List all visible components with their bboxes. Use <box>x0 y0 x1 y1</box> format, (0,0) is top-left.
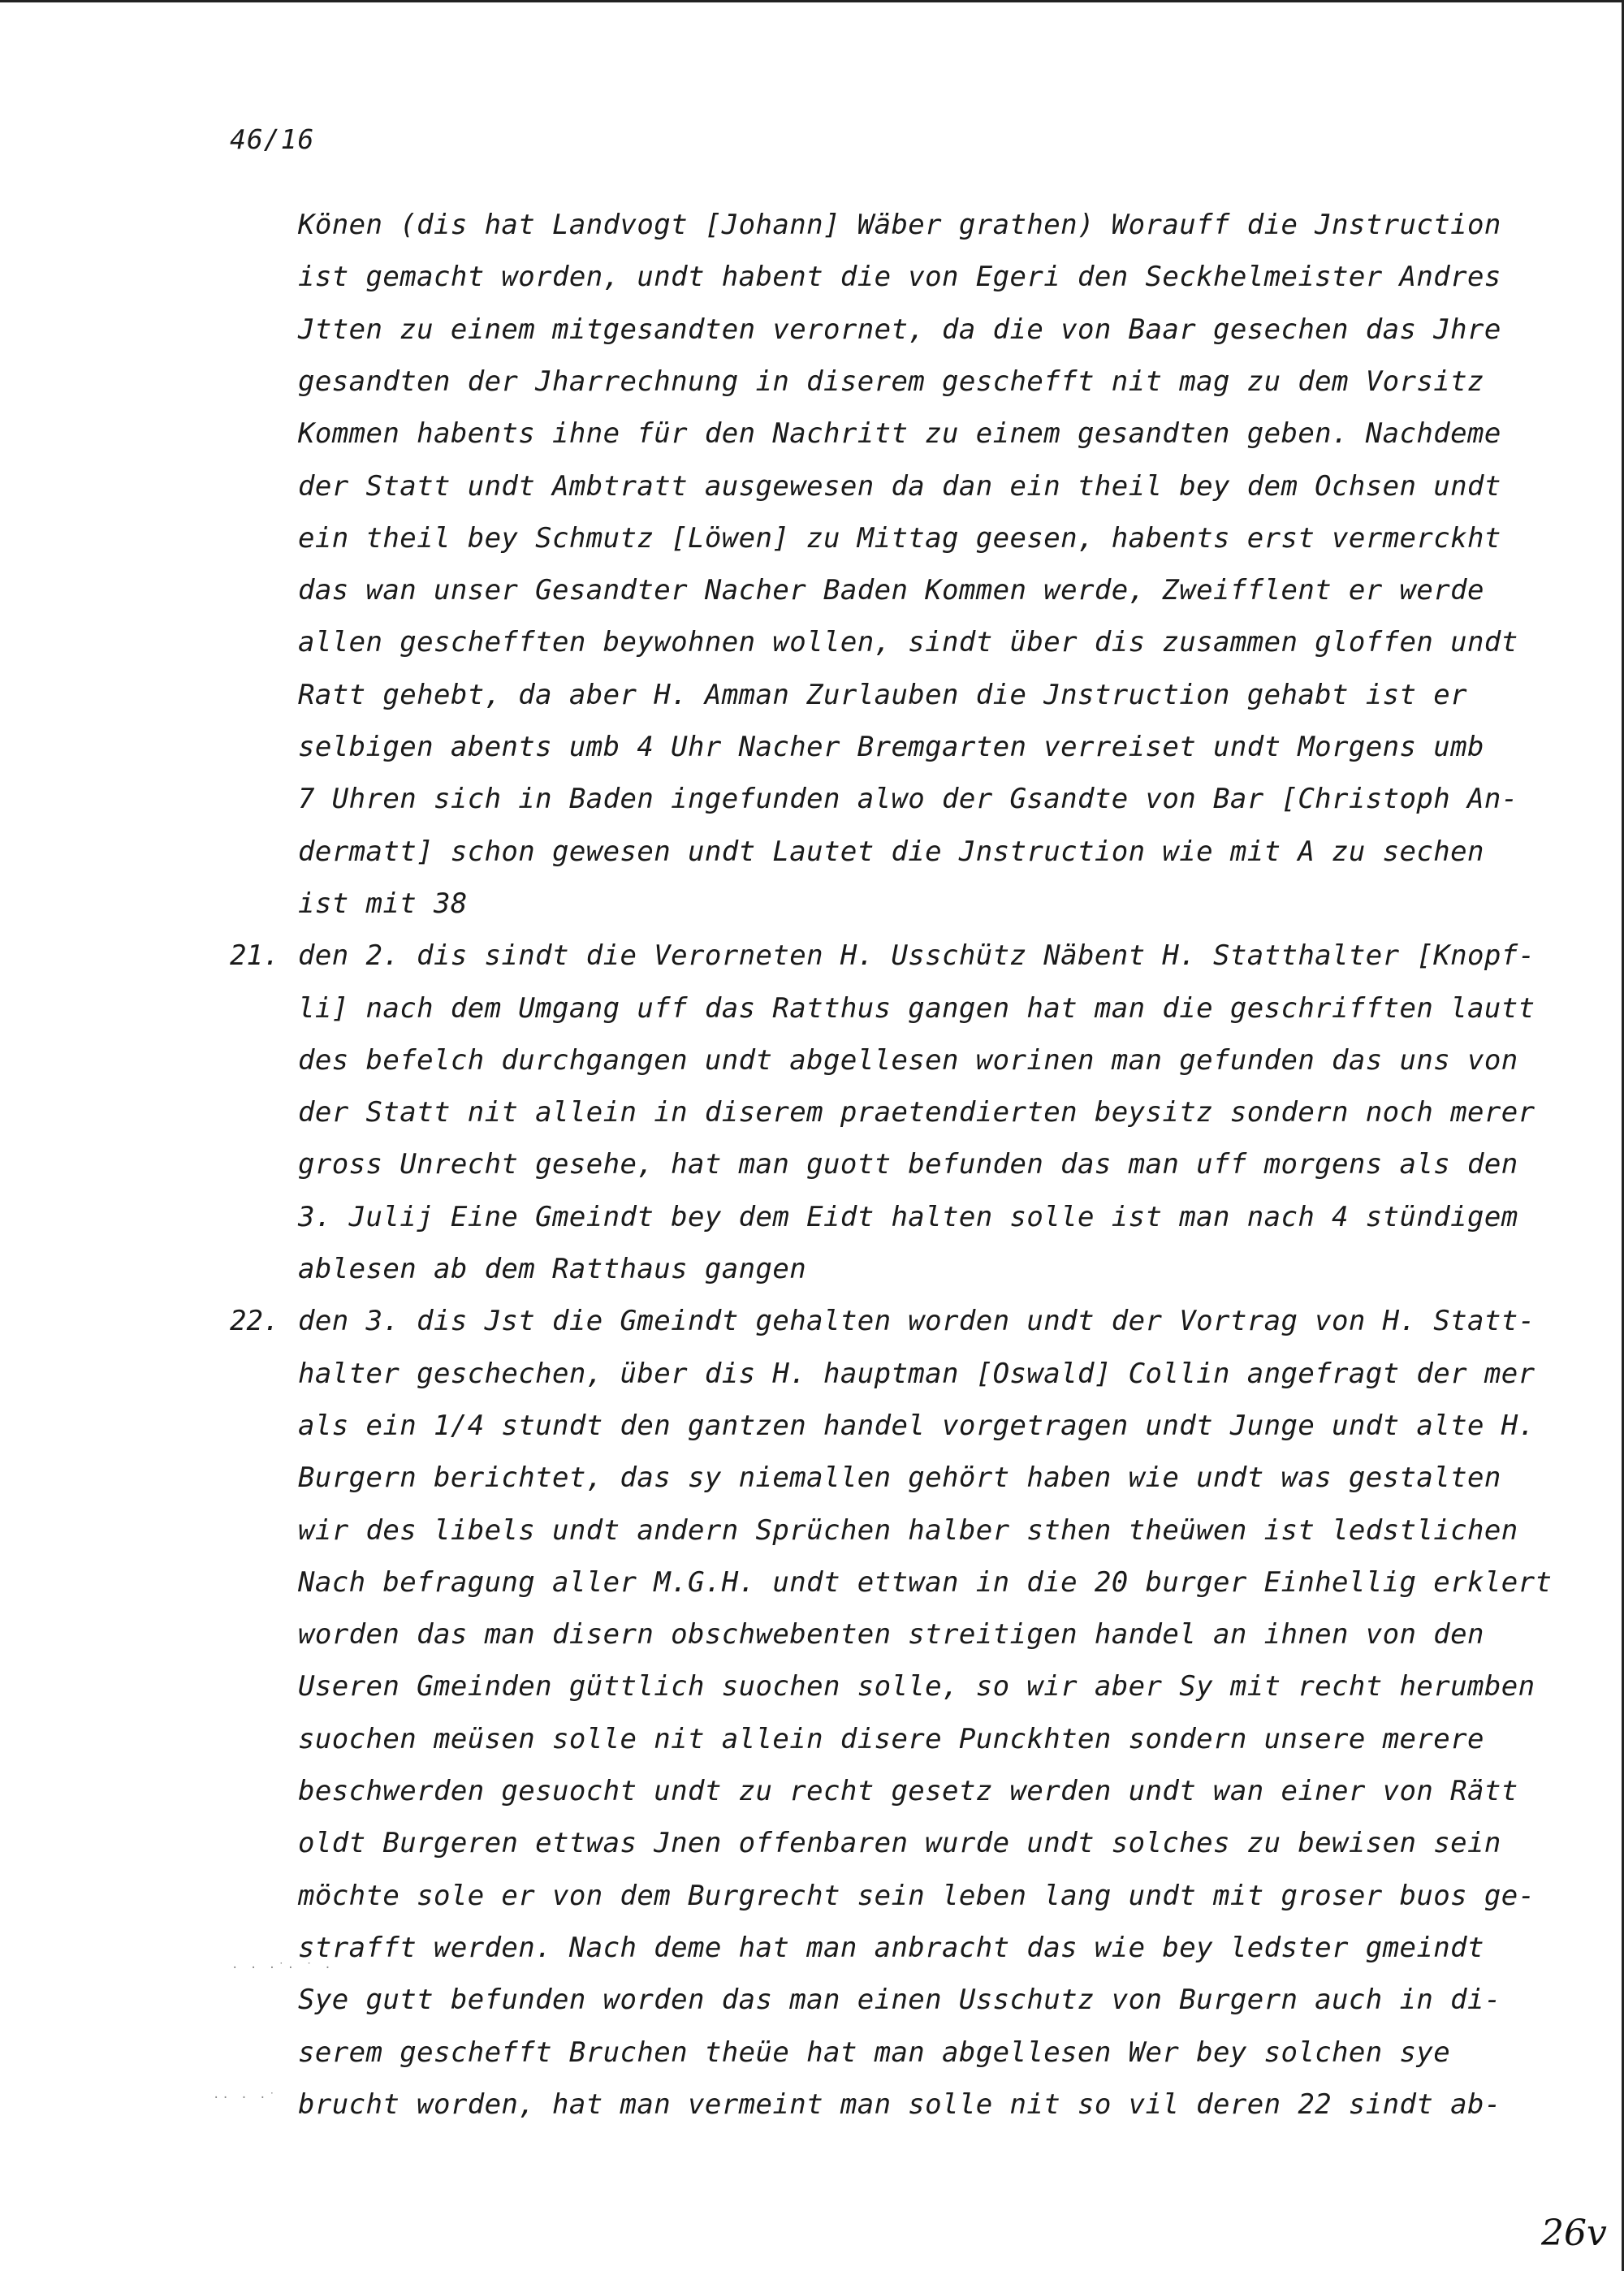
text-line: Useren Gmeinden güttlich suochen solle, so wir aber Sy mit recht herumben <box>298 1670 1535 1703</box>
text-line: Sye gutt befunden worden das man einen Usschutz von Burgern auch in di- <box>298 1984 1501 2016</box>
text-line: dermatt] schon gewesen undt Lautet die Jnstruction wie mit A zu sechen <box>298 835 1484 868</box>
text-line: beschwerden gesuocht undt zu recht gesetz werden undt wan einer von Rätt <box>298 1775 1518 1807</box>
text-line: gross Unrecht gesehe, hat man guott befunden das man uff morgens als den <box>298 1148 1518 1181</box>
text-line: serem geschefft Bruchen theüe hat man abgellesen Wer bey solchen sye <box>298 2036 1451 2069</box>
text-line: 3. Julij Eine Gmeindt bey dem Eidt halten solle ist man nach 4 stündigem <box>298 1201 1518 1233</box>
text-line: als ein 1/4 stundt den gantzen handel vorgetragen undt Junge undt alte H. <box>298 1410 1535 1442</box>
text-line: ein theil bey Schmutz [Löwen] zu Mittag geesen, habents erst vermerckht <box>298 522 1501 555</box>
scan-speck: · · ·˙· ˙ · <box>231 1962 334 1975</box>
text-line: ist mit 38 <box>298 887 468 920</box>
text-line: möchte sole er von dem Burgrecht sein leben lang undt mit groser buos ge- <box>298 1880 1535 1912</box>
text-line: halter geschechen, über dis H. hauptman [Oswald] Collin angefragt der mer <box>298 1358 1535 1390</box>
text-line: Jtten zu einem mitgesandten verornet, da die von Baar gesechen das Jhre <box>298 313 1501 346</box>
text-line: den 2. dis sindt die Verorneten H. Usschütz Näbent H. Statthalter [Knopf- <box>298 939 1535 972</box>
text-line: Kommen habents ihne für den Nachritt zu einem gesandten geben. Nachdeme <box>298 417 1501 450</box>
text-line: der Statt undt Ambtratt ausgewesen da dan ein theil bey dem Ochsen undt <box>298 470 1501 503</box>
text-line: das wan unser Gesandter Nacher Baden Kommen werde, Zweifflent er werde <box>298 574 1484 607</box>
text-line: oldt Burgeren ettwas Jnen offenbaren wurde undt solches zu bewisen sein <box>298 1827 1501 1859</box>
text-line: strafft werden. Nach deme hat man anbracht das wie bey ledster gmeindt <box>298 1932 1484 1964</box>
text-line: den 3. dis Jst die Gmeindt gehalten worden undt der Vortrag von H. Statt- <box>298 1305 1535 1337</box>
text-line: Burgern berichtet, das sy niemallen gehört haben wie undt was gestalten <box>298 1461 1501 1494</box>
scan-speck: ·· · ·˙ <box>213 2092 279 2105</box>
page-top-edge <box>0 0 1624 2</box>
text-line: Könen (dis hat Landvogt [Johann] Wäber grathen) Worauff die Jnstruction <box>298 209 1501 241</box>
text-line: des befelch durchgangen undt abgellesen worinen man gefunden das uns von <box>298 1044 1518 1077</box>
text-line: selbigen abents umb 4 Uhr Nacher Bremgarten verreiset undt Morgens umb <box>298 731 1484 763</box>
text-line: worden das man disern obschwebenten streitigen handel an ihnen von den <box>298 1618 1484 1651</box>
text-line: brucht worden, hat man vermeint man solle nit so vil deren 22 sindt ab- <box>298 2088 1501 2121</box>
text-line: suochen meüsen solle nit allein disere Punckhten sondern unsere merere <box>298 1723 1484 1755</box>
text-line: Ratt gehebt, da aber H. Amman Zurlauben die Jnstruction gehabt ist er <box>298 679 1468 711</box>
text-line: der Statt nit allein in diserem praetendierten beysitz sondern noch merer <box>298 1096 1535 1129</box>
text-line: allen geschefften beywohnen wollen, sindt über dis zusammen gloffen undt <box>298 626 1518 658</box>
text-line: gesandten der Jharrechnung in diserem geschefft nit mag zu dem Vorsitz <box>298 365 1484 398</box>
text-line: ist gemacht worden, undt habent die von Egeri den Seckhelmeister Andres <box>298 261 1501 293</box>
folio-mark: 26v <box>1541 2213 1607 2254</box>
text-line: li] nach dem Umgang uff das Ratthus gangen hat man die geschrifften lautt <box>298 992 1535 1025</box>
page-reference: 46/16 <box>230 123 315 155</box>
text-line: Nach befragung aller M.G.H. undt ettwan in die 20 burger Einhellig erklert <box>298 1566 1553 1599</box>
text-line: wir des libels undt andern Sprüchen halber sthen theüwen ist ledstlichen <box>298 1514 1518 1547</box>
entry-number: 22. <box>230 1305 280 1337</box>
text-line: ablesen ab dem Ratthaus gangen <box>298 1253 807 1285</box>
entry-number: 21. <box>230 939 280 972</box>
text-line: 7 Uhren sich in Baden ingefunden alwo der Gsandte von Bar [Christoph An- <box>298 783 1518 815</box>
